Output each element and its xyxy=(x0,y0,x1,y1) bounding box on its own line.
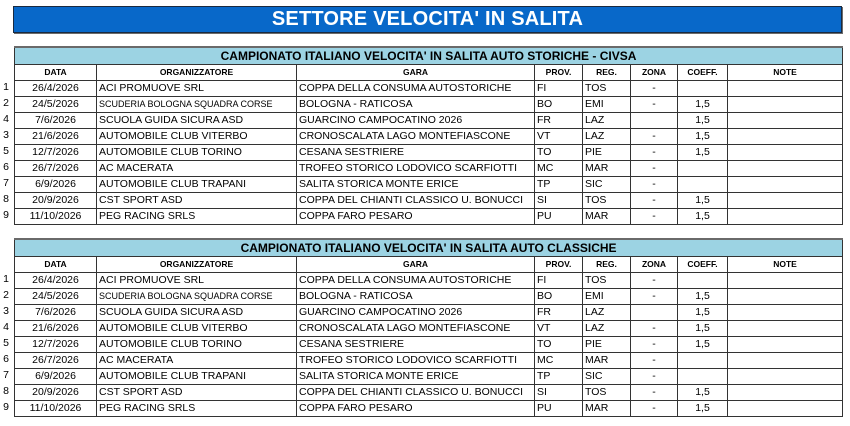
table-row xyxy=(15,97,843,113)
cell-gara: GUARCINO CAMPOCATINO 2026 xyxy=(297,305,535,321)
cell-prov: SI xyxy=(535,193,583,209)
cell-zona: - xyxy=(631,193,678,209)
row-number: 6 xyxy=(3,353,9,365)
cell-gara: COPPA FARO PESARO xyxy=(297,209,535,225)
cell-reg: TOS xyxy=(583,193,631,209)
cell-coeff: 1,5 xyxy=(678,337,728,353)
cell-coeff xyxy=(678,353,728,369)
cell-data: 12/7/2026 xyxy=(15,337,97,353)
cell-prov: PU xyxy=(535,401,583,417)
table-row xyxy=(15,401,843,417)
cell-coeff xyxy=(678,369,728,385)
table-row xyxy=(15,337,843,353)
table-row xyxy=(15,321,843,337)
cell-data: 6/9/2026 xyxy=(15,369,97,385)
cell-data: 12/7/2026 xyxy=(15,145,97,161)
cell-note xyxy=(728,369,843,385)
cell-gara: COPPA DEL CHIANTI CLASSICO U. BONUCCI xyxy=(297,385,535,401)
cell-reg: MAR xyxy=(583,401,631,417)
table-row xyxy=(15,129,843,145)
schedule-table-civsa xyxy=(14,46,843,225)
col-header-organizzatore: ORGANIZZATORE xyxy=(97,65,297,81)
cell-prov: TO xyxy=(535,337,583,353)
cell-reg: EMI xyxy=(583,97,631,113)
col-header-reg: REG. xyxy=(583,257,631,273)
cell-prov: MC xyxy=(535,161,583,177)
cell-data: 26/7/2026 xyxy=(15,353,97,369)
cell-gara: COPPA DELLA CONSUMA AUTOSTORICHE xyxy=(297,81,535,97)
cell-organizzatore: AUTOMOBILE CLUB TORINO xyxy=(97,145,297,161)
cell-coeff: 1,5 xyxy=(678,401,728,417)
cell-zona: - xyxy=(631,353,678,369)
cell-organizzatore: PEG RACING SRLS xyxy=(97,209,297,225)
cell-prov: BO xyxy=(535,97,583,113)
cell-organizzatore: CST SPORT ASD xyxy=(97,385,297,401)
cell-note xyxy=(728,193,843,209)
table-banner-civsa: CAMPIONATO ITALIANO VELOCITA' IN SALITA AUTO STORICHE - CIVSA xyxy=(15,47,843,65)
header-row xyxy=(15,257,843,273)
cell-note xyxy=(728,145,843,161)
col-header-note: NOTE xyxy=(728,65,843,81)
row-number: 6 xyxy=(3,161,9,173)
cell-data: 21/6/2026 xyxy=(15,129,97,145)
cell-organizzatore: AUTOMOBILE CLUB TRAPANI xyxy=(97,177,297,193)
table-classiche xyxy=(14,238,842,417)
cell-reg: PIE xyxy=(583,337,631,353)
cell-gara: TROFEO STORICO LODOVICO SCARFIOTTI xyxy=(297,161,535,177)
cell-gara: BOLOGNA - RATICOSA xyxy=(297,289,535,305)
cell-note xyxy=(728,273,843,289)
cell-prov: FI xyxy=(535,273,583,289)
cell-organizzatore: AC MACERATA xyxy=(97,353,297,369)
cell-organizzatore: SCUDERIA BOLOGNA SQUADRA CORSE xyxy=(97,289,297,305)
cell-reg: LAZ xyxy=(583,129,631,145)
table-row xyxy=(15,113,843,129)
cell-reg: SIC xyxy=(583,369,631,385)
cell-data: 11/10/2026 xyxy=(15,209,97,225)
cell-organizzatore: AUTOMOBILE CLUB TRAPANI xyxy=(97,369,297,385)
cell-reg: MAR xyxy=(583,353,631,369)
cell-data: 26/4/2026 xyxy=(15,273,97,289)
cell-data: 21/6/2026 xyxy=(15,321,97,337)
row-number: 4 xyxy=(3,113,9,125)
col-header-coeff: COEFF. xyxy=(678,65,728,81)
row-number: 1 xyxy=(3,81,9,93)
table-civsa xyxy=(14,46,842,225)
cell-zona: - xyxy=(631,129,678,145)
cell-prov: TP xyxy=(535,369,583,385)
cell-coeff: 1,5 xyxy=(678,321,728,337)
table-row xyxy=(15,209,843,225)
table-row xyxy=(15,289,843,305)
cell-coeff: 1,5 xyxy=(678,193,728,209)
row-number: 3 xyxy=(3,305,9,317)
cell-note xyxy=(728,113,843,129)
cell-note xyxy=(728,97,843,113)
cell-prov: VT xyxy=(535,321,583,337)
table-row xyxy=(15,81,843,97)
cell-note xyxy=(728,161,843,177)
cell-zona: - xyxy=(631,145,678,161)
cell-reg: MAR xyxy=(583,161,631,177)
table-row xyxy=(15,353,843,369)
cell-data: 7/6/2026 xyxy=(15,113,97,129)
row-number: 7 xyxy=(3,369,9,381)
col-header-gara: GARA xyxy=(297,257,535,273)
cell-organizzatore: AUTOMOBILE CLUB VITERBO xyxy=(97,129,297,145)
cell-organizzatore: AUTOMOBILE CLUB TORINO xyxy=(97,337,297,353)
header-row xyxy=(15,65,843,81)
row-number: 9 xyxy=(3,209,9,221)
table-row xyxy=(15,305,843,321)
cell-data: 6/9/2026 xyxy=(15,177,97,193)
cell-zona: - xyxy=(631,273,678,289)
cell-prov: FR xyxy=(535,305,583,321)
cell-coeff: 1,5 xyxy=(678,113,728,129)
cell-gara: CRONOSCALATA LAGO MONTEFIASCONE xyxy=(297,129,535,145)
col-header-data: DATA xyxy=(15,257,97,273)
row-number: 3 xyxy=(3,129,9,141)
row-number: 5 xyxy=(3,337,9,349)
row-number: 7 xyxy=(3,177,9,189)
col-header-reg: REG. xyxy=(583,65,631,81)
cell-zona: - xyxy=(631,369,678,385)
col-header-zona: ZONA xyxy=(631,257,678,273)
col-header-prov: PROV. xyxy=(535,257,583,273)
col-header-organizzatore: ORGANIZZATORE xyxy=(97,257,297,273)
cell-note xyxy=(728,289,843,305)
cell-zona: - xyxy=(631,289,678,305)
row-number: 4 xyxy=(3,321,9,333)
cell-note xyxy=(728,401,843,417)
cell-coeff: 1,5 xyxy=(678,209,728,225)
table-banner-classiche: CAMPIONATO ITALIANO VELOCITA' IN SALITA AUTO CLASSICHE xyxy=(15,239,843,257)
cell-prov: BO xyxy=(535,289,583,305)
cell-coeff: 1,5 xyxy=(678,385,728,401)
cell-organizzatore: AUTOMOBILE CLUB VITERBO xyxy=(97,321,297,337)
row-numbers-classiche xyxy=(0,271,12,415)
cell-zona: - xyxy=(631,97,678,113)
cell-gara: COPPA DEL CHIANTI CLASSICO U. BONUCCI xyxy=(297,193,535,209)
cell-zona xyxy=(631,305,678,321)
cell-zona: - xyxy=(631,177,678,193)
row-number: 8 xyxy=(3,193,9,205)
cell-reg: PIE xyxy=(583,145,631,161)
row-number: 8 xyxy=(3,385,9,397)
cell-gara: COPPA DELLA CONSUMA AUTOSTORICHE xyxy=(297,273,535,289)
cell-coeff: 1,5 xyxy=(678,305,728,321)
cell-data: 26/7/2026 xyxy=(15,161,97,177)
cell-zona: - xyxy=(631,161,678,177)
cell-organizzatore: SCUOLA GUIDA SICURA ASD xyxy=(97,305,297,321)
cell-reg: MAR xyxy=(583,209,631,225)
cell-gara: TROFEO STORICO LODOVICO SCARFIOTTI xyxy=(297,353,535,369)
cell-prov: TO xyxy=(535,145,583,161)
cell-organizzatore: ACI PROMUOVE SRL xyxy=(97,81,297,97)
cell-reg: TOS xyxy=(583,273,631,289)
row-number: 2 xyxy=(3,289,9,301)
cell-coeff xyxy=(678,273,728,289)
cell-note xyxy=(728,353,843,369)
cell-reg: LAZ xyxy=(583,321,631,337)
cell-note xyxy=(728,129,843,145)
cell-coeff: 1,5 xyxy=(678,145,728,161)
table-row xyxy=(15,273,843,289)
cell-gara: CESANA SESTRIERE xyxy=(297,145,535,161)
cell-zona: - xyxy=(631,385,678,401)
col-header-coeff: COEFF. xyxy=(678,257,728,273)
cell-data: 7/6/2026 xyxy=(15,305,97,321)
row-number: 5 xyxy=(3,145,9,157)
cell-note xyxy=(728,177,843,193)
cell-organizzatore: PEG RACING SRLS xyxy=(97,401,297,417)
cell-note xyxy=(728,305,843,321)
cell-organizzatore: ACI PROMUOVE SRL xyxy=(97,273,297,289)
cell-data: 24/5/2026 xyxy=(15,289,97,305)
cell-reg: TOS xyxy=(583,385,631,401)
cell-note xyxy=(728,321,843,337)
cell-prov: PU xyxy=(535,209,583,225)
col-header-data: DATA xyxy=(15,65,97,81)
cell-zona: - xyxy=(631,401,678,417)
cell-data: 20/9/2026 xyxy=(15,385,97,401)
cell-coeff xyxy=(678,177,728,193)
row-number: 1 xyxy=(3,273,9,285)
col-header-note: NOTE xyxy=(728,257,843,273)
cell-gara: GUARCINO CAMPOCATINO 2026 xyxy=(297,113,535,129)
cell-zona: - xyxy=(631,209,678,225)
cell-zona: - xyxy=(631,321,678,337)
cell-coeff: 1,5 xyxy=(678,129,728,145)
cell-data: 24/5/2026 xyxy=(15,97,97,113)
cell-zona: - xyxy=(631,81,678,97)
cell-organizzatore: AC MACERATA xyxy=(97,161,297,177)
row-number: 9 xyxy=(3,401,9,413)
cell-gara: COPPA FARO PESARO xyxy=(297,401,535,417)
cell-coeff xyxy=(678,81,728,97)
row-numbers-civsa xyxy=(0,79,12,223)
cell-note xyxy=(728,385,843,401)
cell-coeff: 1,5 xyxy=(678,289,728,305)
cell-gara: SALITA STORICA MONTE ERICE xyxy=(297,369,535,385)
col-header-zona: ZONA xyxy=(631,65,678,81)
cell-reg: EMI xyxy=(583,289,631,305)
col-header-gara: GARA xyxy=(297,65,535,81)
cell-gara: BOLOGNA - RATICOSA xyxy=(297,97,535,113)
cell-reg: SIC xyxy=(583,177,631,193)
cell-data: 20/9/2026 xyxy=(15,193,97,209)
table-row xyxy=(15,161,843,177)
cell-organizzatore: SCUOLA GUIDA SICURA ASD xyxy=(97,113,297,129)
cell-prov: SI xyxy=(535,385,583,401)
cell-gara: CESANA SESTRIERE xyxy=(297,337,535,353)
cell-coeff: 1,5 xyxy=(678,97,728,113)
cell-data: 11/10/2026 xyxy=(15,401,97,417)
cell-prov: MC xyxy=(535,353,583,369)
cell-prov: FR xyxy=(535,113,583,129)
cell-coeff xyxy=(678,161,728,177)
table-row xyxy=(15,369,843,385)
cell-reg: TOS xyxy=(583,81,631,97)
cell-prov: VT xyxy=(535,129,583,145)
cell-note xyxy=(728,81,843,97)
table-row xyxy=(15,177,843,193)
cell-zona: - xyxy=(631,337,678,353)
cell-data: 26/4/2026 xyxy=(15,81,97,97)
page-title: SETTORE VELOCITA' IN SALITA xyxy=(13,6,842,33)
row-number: 2 xyxy=(3,97,9,109)
cell-prov: FI xyxy=(535,81,583,97)
cell-prov: TP xyxy=(535,177,583,193)
table-row xyxy=(15,145,843,161)
schedule-table-classiche xyxy=(14,238,843,417)
cell-reg: LAZ xyxy=(583,113,631,129)
cell-note xyxy=(728,337,843,353)
cell-organizzatore: SCUDERIA BOLOGNA SQUADRA CORSE xyxy=(97,97,297,113)
cell-note xyxy=(728,209,843,225)
cell-organizzatore: CST SPORT ASD xyxy=(97,193,297,209)
table-row xyxy=(15,385,843,401)
cell-reg: LAZ xyxy=(583,305,631,321)
table-row xyxy=(15,193,843,209)
cell-zona xyxy=(631,113,678,129)
cell-gara: CRONOSCALATA LAGO MONTEFIASCONE xyxy=(297,321,535,337)
col-header-prov: PROV. xyxy=(535,65,583,81)
cell-gara: SALITA STORICA MONTE ERICE xyxy=(297,177,535,193)
